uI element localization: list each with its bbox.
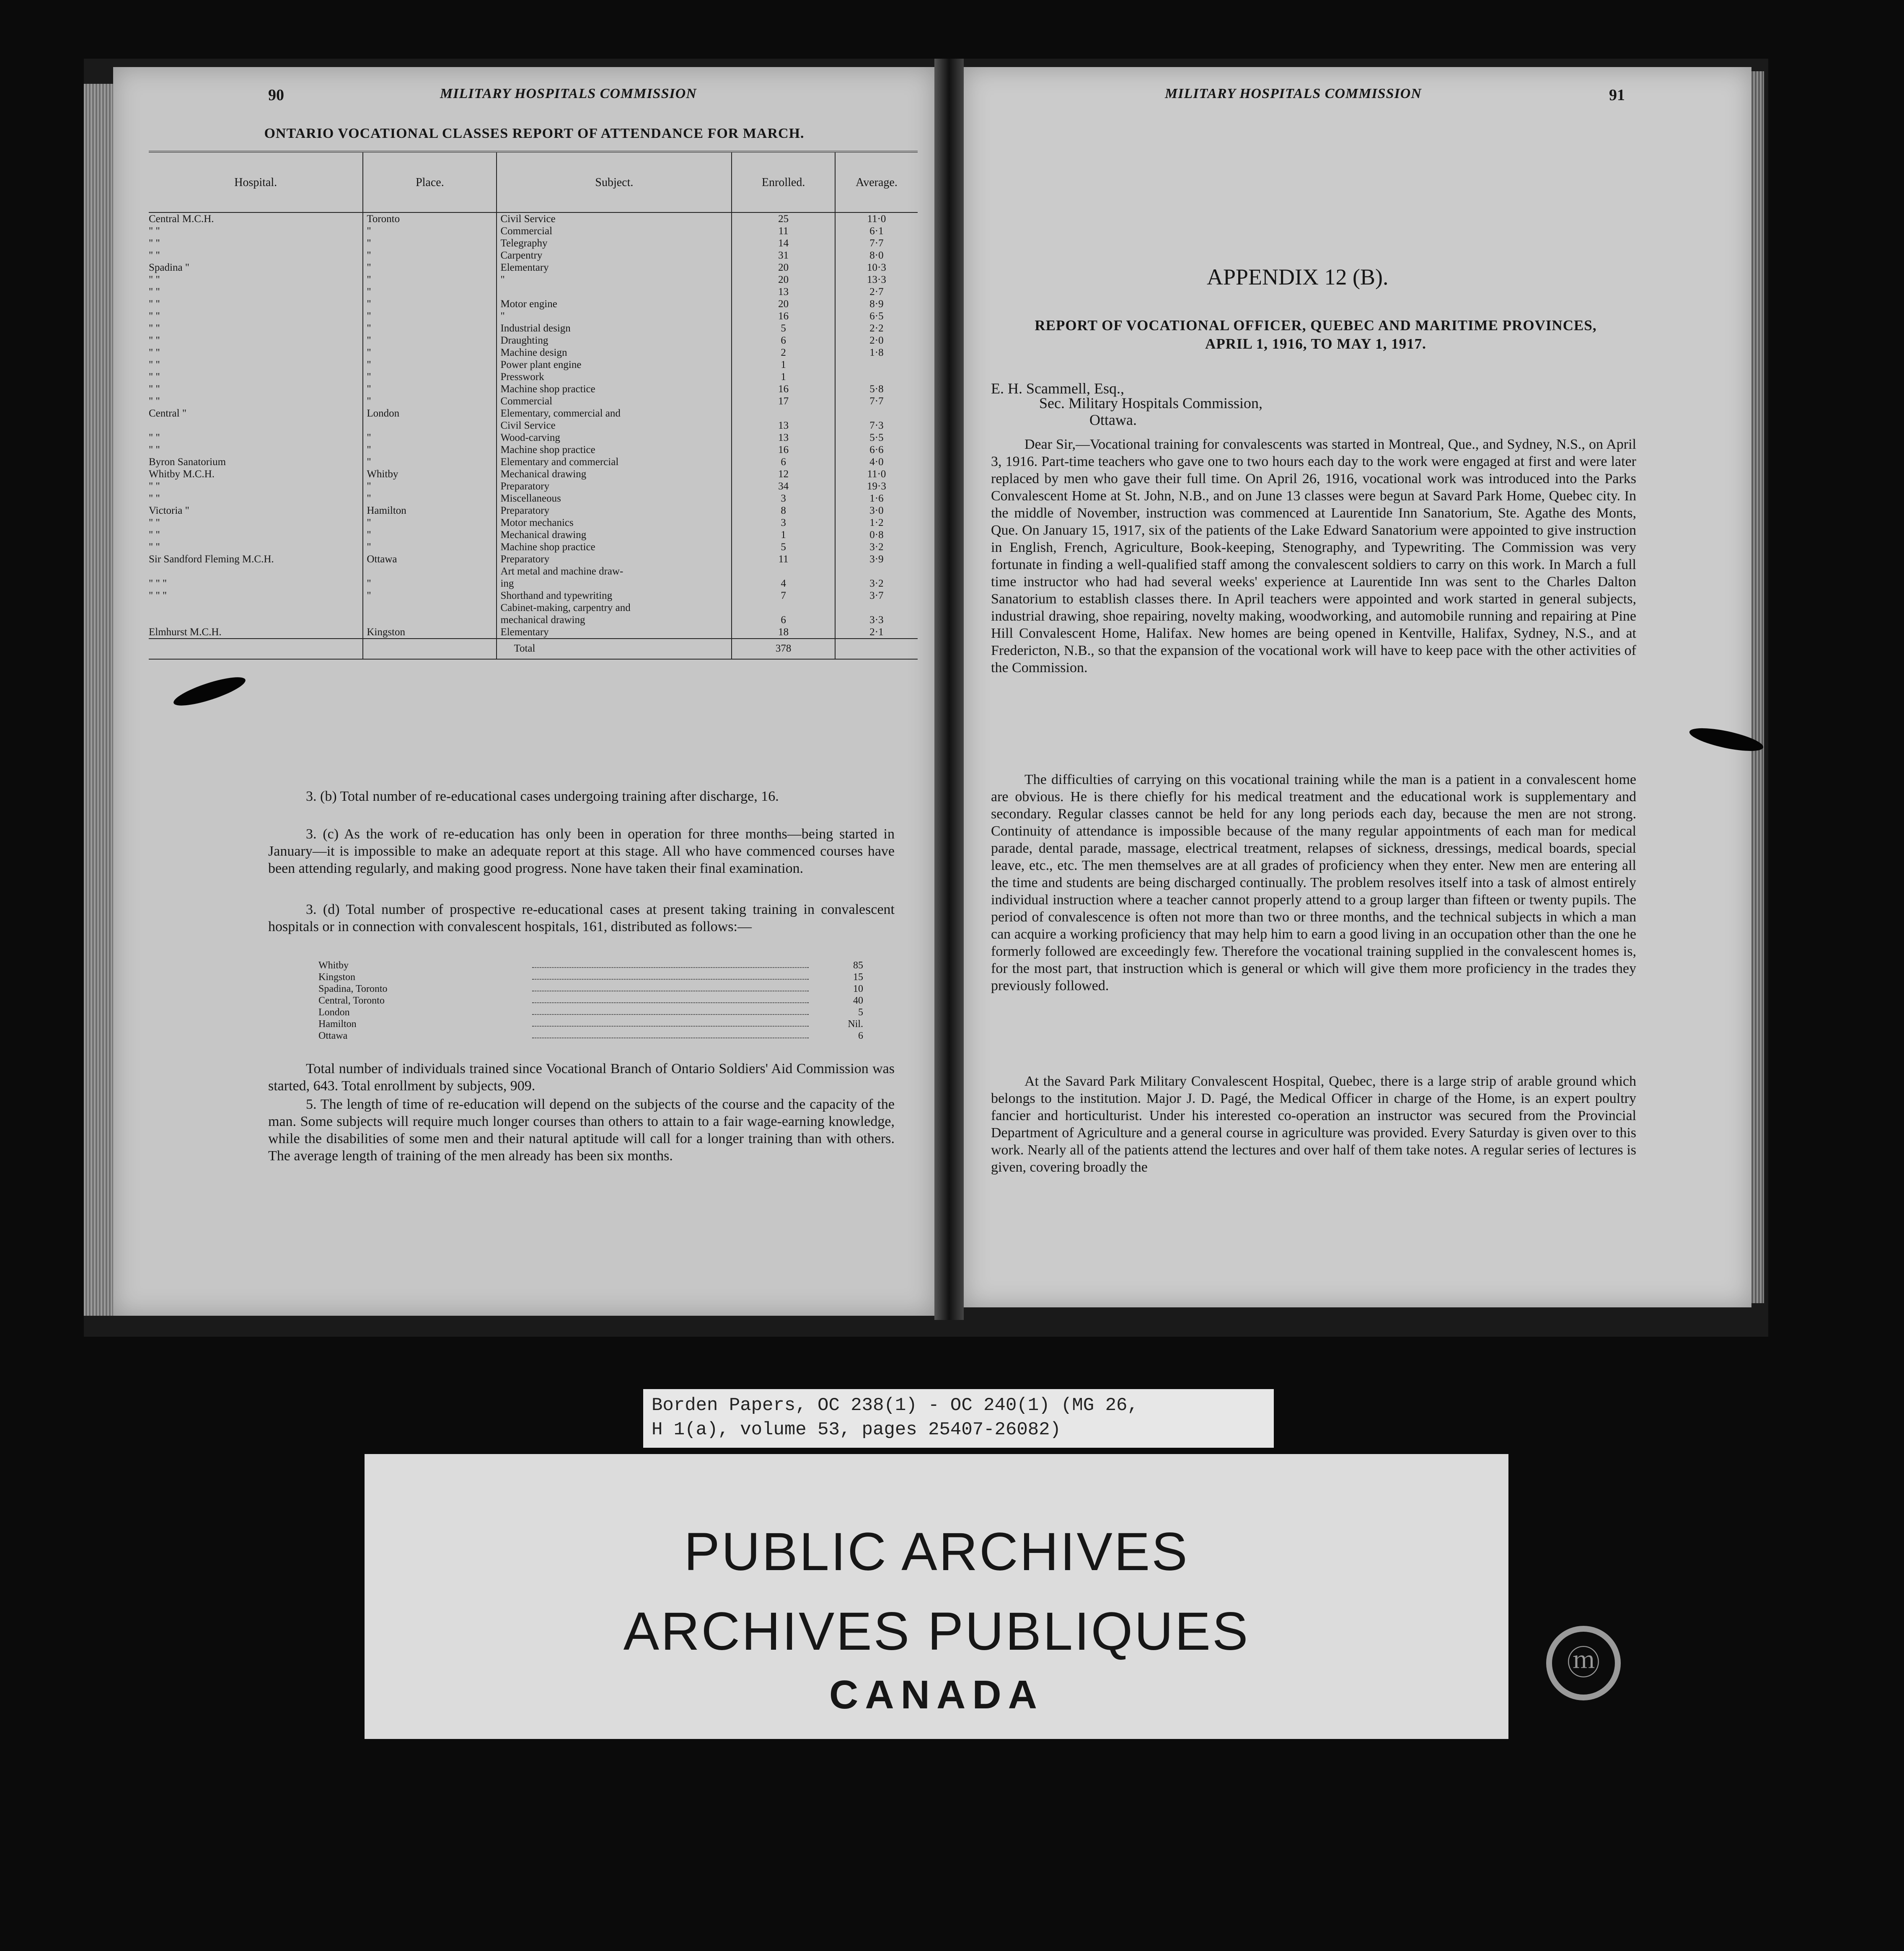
cell-enrolled: 13 — [732, 286, 835, 298]
cell-enrolled: 25 — [732, 212, 835, 225]
cell-hospital: " " — [149, 383, 160, 395]
cell-subject: Telegraphy — [497, 237, 732, 249]
cell-average: 1·6 — [835, 492, 918, 505]
cell-hospital: " " — [149, 371, 160, 383]
cell-hospital: " " — [149, 359, 160, 370]
left-running-head: MILITARY HOSPITALS COMMISSION — [440, 86, 697, 101]
cell-enrolled: 5 — [732, 541, 835, 553]
table-row — [149, 274, 918, 286]
cell-hospital — [149, 419, 363, 432]
distribution-count: 5 — [858, 1007, 863, 1018]
cell-average: 2·1 — [835, 626, 918, 639]
addressee-city: Ottawa. — [1089, 411, 1137, 428]
table-row — [149, 505, 918, 517]
cell-enrolled: 1 — [732, 529, 835, 541]
book-gutter — [934, 59, 964, 1320]
cell-subject: Motor mechanics — [497, 517, 732, 529]
archive-reference-line-1: Borden Papers, OC 238(1) - OC 240(1) (MG 26, — [652, 1395, 1138, 1416]
cell-hospital: Central " — [149, 408, 187, 419]
right-running-head: MILITARY HOSPITALS COMMISSION — [1165, 86, 1422, 101]
cell-hospital: Victoria " — [149, 505, 189, 516]
cell-hospital: " " — [149, 481, 160, 492]
cell-average — [835, 565, 918, 577]
cell-subject: Civil Service — [497, 419, 732, 432]
cell-subject: Mechanical drawing — [497, 468, 732, 480]
card-line-public-archives: PUBLIC ARCHIVES — [684, 1522, 1189, 1582]
cell-place: " — [363, 371, 497, 383]
table-row — [149, 541, 918, 553]
column-header-place: Place. — [363, 152, 497, 212]
cell-enrolled: 14 — [732, 237, 835, 249]
cell-subject: ing — [497, 577, 732, 590]
cell-place: " — [363, 359, 497, 371]
paragraph-difficulties: The difficulties of carrying on this vocational training while the man is a patient in a convalescent home are obvious. He is there chiefly for his medical treatment and the educational work is supplementary and secondary. Regular classes cannot be held for any long periods each day, because the men are not strong. Continuity of attendance is impossible because of the many regular appointments of each man for medical parade, dental parade, massage, electrical treatment, relapses of sickness, dressings, medical boards, special leave, etc., etc. The men themselves are at all grades of proficiency when they enter. New men are entering all the time and students are being discharged continually. The problem resolves itself into a task of almost entirely individual instruction where a teacher cannot properly attend to a group larger than fifteen or twenty pupils. The period of convalescence is often not more than two or three months, and the technical subjects in which a man can acquire a working proficiency that may help him to earn a good living in an occupation other than the one he formerly followed are exceedingly few. Therefore the vocational training supplied in the convalescent homes is, for the most part, that instruction which is general or which will give them more proficiency in the trades they previously followed. — [991, 772, 1636, 994]
table-row — [149, 310, 918, 322]
cell-hospital: Whitby M.C.H. — [149, 468, 215, 480]
appendix-heading: APPENDIX 12 (B). — [1207, 264, 1389, 290]
table-row — [149, 626, 918, 639]
cell-hospital: Spadina " — [149, 262, 189, 273]
cell-subject: Industrial design — [497, 322, 732, 334]
paragraph-3c: 3. (c) As the work of re-education has only been in operation for three months—being started in January—it is impossible to make an adequate report at this stage. All who have commenced courses have been attending regularly, and making good progress. None have taken their final examination. — [268, 826, 895, 876]
cell-hospital — [149, 614, 363, 626]
public-archives-card — [365, 1454, 1508, 1739]
table-row — [149, 602, 918, 614]
cell-average: 11·0 — [835, 468, 918, 480]
table-row — [149, 286, 918, 298]
table-row — [149, 517, 918, 529]
cell-subject: Miscellaneous — [497, 492, 732, 505]
cell-place: " — [363, 492, 497, 505]
cell-subject: Machine shop practice — [497, 383, 732, 395]
dot-leader — [532, 995, 809, 1003]
archive-reference-label — [643, 1389, 1274, 1448]
cell-place: Kingston — [363, 626, 497, 639]
dot-leader — [532, 971, 809, 980]
column-header-enrolled: Enrolled. — [732, 152, 835, 212]
cell-subject: Machine shop practice — [497, 541, 732, 553]
cell-average: 2·2 — [835, 322, 918, 334]
table-row — [149, 492, 918, 505]
cell-place: " — [363, 274, 497, 286]
cell-enrolled: 16 — [732, 444, 835, 456]
cell-hospital: " " " — [149, 590, 167, 601]
cell-average: 7·3 — [835, 419, 918, 432]
cell-subject: Elementary — [497, 261, 732, 274]
paragraph-5: 5. The length of time of re-education will depend on the subjects of the course and the capacity of the man. Some subjects will require much longer courses than others to attain to a fair wage-earning knowledge, while the disabilities of some men and their natural aptitude will call for a longer training than with others. The average length of training of the men already has been six months. — [268, 1097, 895, 1164]
cell-hospital: Sir Sandford Fleming M.C.H. — [149, 554, 274, 565]
cell-average: 1·8 — [835, 347, 918, 359]
cell-enrolled: 8 — [732, 505, 835, 517]
table-row — [149, 383, 918, 395]
microfilm-logo-icon: ⓜ — [1546, 1626, 1621, 1700]
dot-leader — [532, 1030, 809, 1038]
attendance-table-body — [149, 212, 918, 639]
cell-hospital: Elmhurst M.C.H. — [149, 626, 222, 638]
cell-average: 0·8 — [835, 529, 918, 541]
table-row — [149, 225, 918, 237]
cell-subject: Commercial — [497, 225, 732, 237]
cell-enrolled: 5 — [732, 322, 835, 334]
cell-average: 1·2 — [835, 517, 918, 529]
report-title — [980, 316, 1651, 353]
cell-enrolled: 7 — [732, 590, 835, 602]
cell-hospital: " " — [149, 529, 160, 541]
cell-place: " — [363, 577, 497, 590]
table-row — [149, 529, 918, 541]
cell-hospital: " " — [149, 517, 160, 528]
cell-enrolled: 16 — [732, 310, 835, 322]
distribution-place: Ottawa — [318, 1030, 348, 1041]
distribution-list — [318, 960, 863, 1042]
distribution-count: 15 — [853, 972, 863, 983]
card-line-archives-publiques: ARCHIVES PUBLIQUES — [623, 1602, 1250, 1661]
cell-subject: Machine shop practice — [497, 444, 732, 456]
cell-place: Whitby — [363, 468, 497, 480]
cell-hospital: " " — [149, 298, 160, 310]
cell-place: Ottawa — [363, 553, 497, 565]
cell-enrolled: 11 — [732, 225, 835, 237]
table-row — [149, 456, 918, 468]
total-row — [149, 639, 918, 659]
distribution-row — [318, 1030, 863, 1042]
cell-enrolled: 6 — [732, 334, 835, 347]
distribution-row — [318, 995, 863, 1007]
table-row — [149, 577, 918, 590]
cell-average: 6·6 — [835, 444, 918, 456]
report-title-line-1: REPORT OF VOCATIONAL OFFICER, QUEBEC AND MARITIME PROVINCES, — [1035, 317, 1597, 334]
cell-average: 3·0 — [835, 505, 918, 517]
cell-average: 7·7 — [835, 395, 918, 407]
cell-subject: Preparatory — [497, 553, 732, 565]
distribution-place: Central, Toronto — [318, 995, 385, 1006]
cell-hospital — [149, 602, 363, 614]
distribution-place: London — [318, 1007, 350, 1018]
cell-place — [363, 614, 497, 626]
cell-average — [835, 407, 918, 419]
cell-hospital: " " — [149, 432, 160, 443]
cell-place: London — [363, 407, 497, 419]
cell-subject: mechanical drawing — [497, 614, 732, 626]
cell-enrolled — [732, 565, 835, 577]
table-row — [149, 334, 918, 347]
cell-place — [363, 565, 497, 577]
cell-enrolled: 6 — [732, 614, 835, 626]
cell-hospital: " " — [149, 225, 160, 237]
cell-hospital: " " — [149, 286, 160, 298]
cell-subject — [497, 286, 732, 298]
cell-subject: Commercial — [497, 395, 732, 407]
cell-subject: Elementary — [497, 626, 732, 639]
distribution-count: Nil. — [848, 1019, 863, 1030]
cell-average — [835, 371, 918, 383]
table-header-row — [149, 152, 918, 212]
dot-leader — [532, 983, 809, 991]
attendance-table — [149, 151, 918, 660]
cell-hospital: " " — [149, 335, 160, 346]
cell-place: Hamilton — [363, 505, 497, 517]
cell-hospital: " " — [149, 238, 160, 249]
cell-average: 4·0 — [835, 456, 918, 468]
table-row — [149, 419, 918, 432]
addressee-name: E. H. Scammell, Esq., — [991, 380, 1124, 397]
table-row — [149, 407, 918, 419]
table-row — [149, 614, 918, 626]
paragraph-savard-park: At the Savard Park Military Convalescent Hospital, Quebec, there is a large strip of arable ground which belongs to the institution. Major J. D. Pagé, the Medical Officer in charge of the Home, is an expert poultry fancier and horticulturist. Under his interested co-operation an instructor was secured from the Provincial Department of Agriculture and a general course in agriculture was provided. Every Saturday is given over to this work. Nearly all of the patients attend the lectures and over half of them take notes. A regular series of lectures is given, covering broadly the — [991, 1074, 1636, 1175]
cell-subject: Machine design — [497, 347, 732, 359]
cell-enrolled: 31 — [732, 249, 835, 261]
table-title: ONTARIO VOCATIONAL CLASSES REPORT OF ATTENDANCE FOR MARCH. — [264, 126, 805, 141]
distribution-row — [318, 1018, 863, 1030]
cell-subject: Draughting — [497, 334, 732, 347]
cell-place: " — [363, 383, 497, 395]
cell-subject: Elementary, commercial and — [497, 407, 732, 419]
cell-enrolled: 34 — [732, 480, 835, 492]
table-row — [149, 298, 918, 310]
cell-place: " — [363, 298, 497, 310]
cell-place: " — [363, 456, 497, 468]
left-page-number: 90 — [268, 86, 284, 104]
right-page-number: 91 — [1609, 86, 1625, 104]
cell-place: " — [363, 517, 497, 529]
table-row — [149, 237, 918, 249]
cell-place — [363, 419, 497, 432]
cell-enrolled: 1 — [732, 371, 835, 383]
cell-subject: Cabinet-making, carpentry and — [497, 602, 732, 614]
cell-hospital: " " — [149, 250, 160, 261]
cell-average: 8·0 — [835, 249, 918, 261]
cell-average: 7·7 — [835, 237, 918, 249]
cell-enrolled — [732, 407, 835, 419]
cell-average: 2·7 — [835, 286, 918, 298]
cell-hospital: " " — [149, 541, 160, 553]
cell-enrolled: 20 — [732, 261, 835, 274]
cell-hospital: " " — [149, 347, 160, 358]
cell-place: " — [363, 261, 497, 274]
cell-place: " — [363, 286, 497, 298]
cell-enrolled: 12 — [732, 468, 835, 480]
cell-enrolled: 3 — [732, 492, 835, 505]
cell-hospital: " " — [149, 274, 160, 285]
distribution-row — [318, 971, 863, 983]
cell-subject: " — [497, 310, 732, 322]
cell-subject: Elementary and commercial — [497, 456, 732, 468]
cell-average: 5·5 — [835, 432, 918, 444]
dot-leader — [532, 1007, 809, 1015]
distribution-count: 40 — [853, 995, 863, 1006]
cell-average: 8·9 — [835, 298, 918, 310]
distribution-row — [318, 1007, 863, 1018]
cell-enrolled: 11 — [732, 553, 835, 565]
distribution-count: 10 — [853, 983, 863, 994]
cell-average: 3·3 — [835, 614, 918, 626]
cell-hospital: " " — [149, 323, 160, 334]
table-row — [149, 444, 918, 456]
report-title-line-2: APRIL 1, 1916, TO MAY 1, 1917. — [1205, 336, 1426, 352]
total-label: Total — [497, 639, 732, 659]
distribution-place: Hamilton — [318, 1019, 357, 1030]
distribution-row — [318, 960, 863, 971]
column-header-hospital: Hospital. — [149, 152, 363, 212]
cell-place: " — [363, 480, 497, 492]
cell-average: 6·1 — [835, 225, 918, 237]
cell-hospital: " " — [149, 311, 160, 322]
distribution-place: Whitby — [318, 960, 349, 971]
cell-average: 2·0 — [835, 334, 918, 347]
archive-reference-line-2: H 1(a), volume 53, pages 25407-26082) — [652, 1419, 1061, 1440]
table-row — [149, 395, 918, 407]
cell-hospital: " " — [149, 396, 160, 407]
cell-enrolled: 17 — [732, 395, 835, 407]
table-row — [149, 261, 918, 274]
cell-average: 19·3 — [835, 480, 918, 492]
distribution-count: 85 — [853, 960, 863, 971]
cell-average: 3·9 — [835, 553, 918, 565]
cell-subject: Wood-carving — [497, 432, 732, 444]
distribution-place: Spadina, Toronto — [318, 983, 388, 994]
table-row — [149, 359, 918, 371]
distribution-count: 6 — [858, 1030, 863, 1041]
cell-place: " — [363, 432, 497, 444]
addressee-title: Sec. Military Hospitals Commission, — [1039, 395, 1263, 411]
table-row — [149, 553, 918, 565]
cell-subject: Mechanical drawing — [497, 529, 732, 541]
paragraph-total-trained: Total number of individuals trained since Vocational Branch of Ontario Soldiers' Aid Commission was started, 643. Total enrollment by subjects, 909. — [268, 1061, 895, 1094]
table-row — [149, 347, 918, 359]
cell-subject: Power plant engine — [497, 359, 732, 371]
paragraph-3b: 3. (b) Total number of re-educational cases undergoing training after discharge, 16. — [306, 789, 779, 804]
column-header-average: Average. — [835, 152, 918, 212]
cell-place: " — [363, 334, 497, 347]
cell-average — [835, 359, 918, 371]
cell-average: 3·2 — [835, 577, 918, 590]
paragraph-dear-sir: Dear Sir,—Vocational training for convalescents was started in Montreal, Que., and Sydney, N.S., on April 3, 1916. Part-time teachers who gave one to two hours each day to the work were engaged at first and were later replaced by men who gave their full time. On April 26, 1916, vocational work was introduced into the Parks Convalescent Home at St. John, N.B., and on June 13 classes were begun at Savard Park Home, Quebec city. In the middle of November, instruction was commenced at Laurentide Inn Sanatorium, Ste. Agathe des Monts, Que. On January 15, 1917, six of the patients of the Lake Edward Sanatorium were appointed to give instruction in English, French, Agriculture, Book-keeping, Stenography, and Typewriting. The Commission was very fortunate in finding a well-qualified staff among the convalescent soldiers to carry on this work. In March a full time instructor who had had several weeks' experience at Laurentide Inn was sent to the Charles Dalton Sanatorium to establish classes there. In April teachers were appointed and work started in general subjects, industrial drawing, shoe repairing, novelty making, woodworking, and automobile running and repairing at Pine Hill Convalescent Home, Halifax. New homes are being opened in Kentville, Halifax, Sydney, N.S., and at Fredericton, N.B., so that the expansion of the vocational work will have to keep pace with the other activities of the Commission. — [991, 437, 1636, 675]
cell-place: Toronto — [363, 212, 497, 225]
column-header-subject: Subject. — [497, 152, 732, 212]
dot-leader — [532, 1018, 809, 1027]
dot-leader — [532, 960, 809, 968]
table-row — [149, 565, 918, 577]
cell-average — [835, 602, 918, 614]
cell-subject: Preparatory — [497, 480, 732, 492]
cell-place — [363, 602, 497, 614]
cell-hospital: " " — [149, 444, 160, 455]
cell-subject: Civil Service — [497, 212, 732, 225]
cell-enrolled: 4 — [732, 577, 835, 590]
cell-average: 5·8 — [835, 383, 918, 395]
table-row — [149, 480, 918, 492]
table-row — [149, 249, 918, 261]
cell-subject: Shorthand and typewriting — [497, 590, 732, 602]
cell-subject: Carpentry — [497, 249, 732, 261]
cell-enrolled: 20 — [732, 274, 835, 286]
cell-average: 11·0 — [835, 212, 918, 225]
table-row — [149, 590, 918, 602]
distribution-row — [318, 983, 863, 995]
cell-average: 10·3 — [835, 261, 918, 274]
cell-subject: Motor engine — [497, 298, 732, 310]
cell-place: " — [363, 237, 497, 249]
cell-place: " — [363, 225, 497, 237]
cell-place: " — [363, 310, 497, 322]
cell-place: " — [363, 322, 497, 334]
cell-place: " — [363, 395, 497, 407]
cell-place: " — [363, 249, 497, 261]
cell-subject: " — [497, 274, 732, 286]
cell-hospital: Central M.C.H. — [149, 213, 214, 225]
cell-enrolled: 13 — [732, 432, 835, 444]
table-row — [149, 212, 918, 225]
cell-average: 3·7 — [835, 590, 918, 602]
cell-place: " — [363, 529, 497, 541]
cell-average: 3·2 — [835, 541, 918, 553]
paragraph-3d: 3. (d) Total number of prospective re-educational cases at present taking training in convalescent hospitals or in connection with convalescent hospitals, 161, distributed as follows:— — [268, 902, 895, 934]
table-row — [149, 322, 918, 334]
cell-place: " — [363, 347, 497, 359]
table-row — [149, 371, 918, 383]
cell-hospital: " " — [149, 493, 160, 504]
cell-hospital — [149, 565, 363, 577]
cell-enrolled — [732, 602, 835, 614]
cell-enrolled: 13 — [732, 419, 835, 432]
cell-enrolled: 20 — [732, 298, 835, 310]
cell-enrolled: 6 — [732, 456, 835, 468]
cell-subject: Art metal and machine draw- — [497, 565, 732, 577]
cell-place: " — [363, 444, 497, 456]
cell-subject: Preparatory — [497, 505, 732, 517]
total-enrolled: 378 — [732, 639, 835, 659]
table-row — [149, 432, 918, 444]
cell-enrolled: 16 — [732, 383, 835, 395]
cell-enrolled: 18 — [732, 626, 835, 639]
cell-average: 13·3 — [835, 274, 918, 286]
cell-subject: Presswork — [497, 371, 732, 383]
cell-place: " — [363, 590, 497, 602]
cell-place: " — [363, 541, 497, 553]
cell-enrolled: 3 — [732, 517, 835, 529]
distribution-place: Kingston — [318, 972, 356, 983]
cell-average: 6·5 — [835, 310, 918, 322]
cell-enrolled: 1 — [732, 359, 835, 371]
cell-enrolled: 2 — [732, 347, 835, 359]
cell-hospital: Byron Sanatorium — [149, 456, 226, 468]
cell-hospital: " " " — [149, 578, 167, 589]
table-row — [149, 468, 918, 480]
card-line-canada: CANADA — [829, 1672, 1044, 1717]
